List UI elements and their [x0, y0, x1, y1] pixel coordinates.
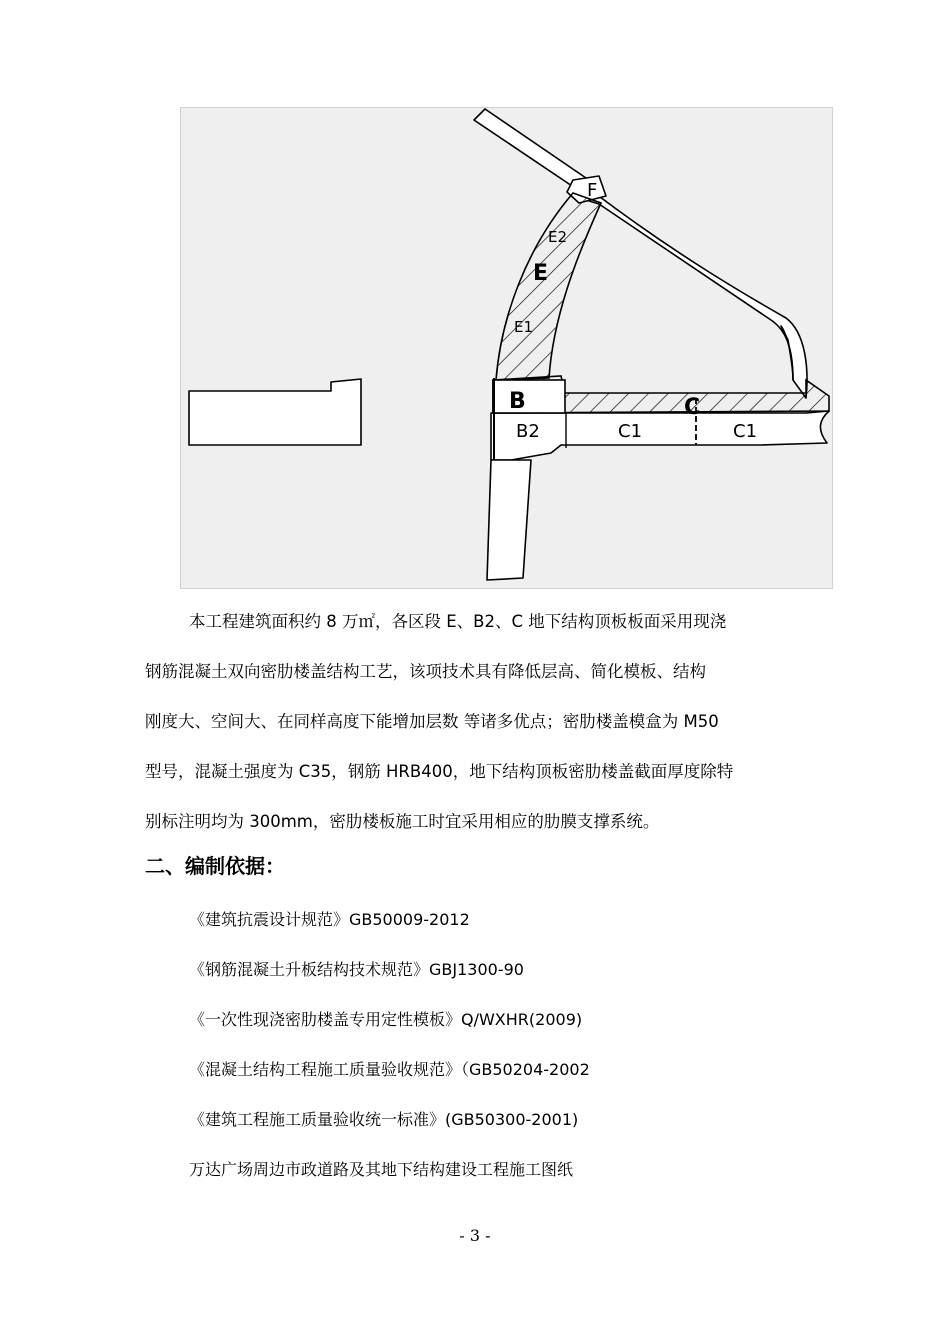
- paragraph-line: 别标注明均为 300mm，密肋楼板施工时宜采用相应的肋膜支撑系统。: [145, 812, 660, 831]
- paragraph-line: 型号，混凝土强度为 C35，钢筋 HRB400，地下结构顶板密肋楼盖截面厚度除特: [145, 762, 734, 781]
- label-c: C: [684, 395, 701, 420]
- label-b: B: [509, 389, 526, 414]
- label-f: F: [587, 180, 598, 201]
- reference-item: 《建筑工程施工质量验收统一标准》(GB50300-2001): [189, 1110, 579, 1129]
- paragraph-line: 钢筋混凝土双向密肋楼盖结构工艺，该项技术具有降低层高、简化模板、结构: [145, 662, 706, 681]
- label-c1-left: C1: [618, 421, 643, 442]
- label-e1: E1: [514, 318, 534, 336]
- reference-item: 《钢筋混凝土升板结构技术规范》GBJ1300-90: [189, 960, 524, 979]
- page-number: - 3 -: [459, 1226, 491, 1245]
- curved-road: [586, 184, 807, 398]
- site-plan-drawing: [181, 108, 834, 590]
- label-e: E: [533, 261, 549, 286]
- e-segment: [496, 193, 601, 380]
- paragraph-line: 本工程建筑面积约 8 万㎡，各区段 E、B2、C 地下结构顶板板面采用现浇: [189, 612, 727, 631]
- reference-item: 《建筑抗震设计规范》GB50009-2012: [189, 910, 470, 929]
- paragraph-line: 刚度大、空间大、在同样高度下能增加层数 等诸多优点；密肋楼盖模盒为 M50: [145, 712, 719, 731]
- label-b2: B2: [516, 421, 540, 442]
- c1-strip: [491, 411, 829, 460]
- left-block: [189, 379, 361, 445]
- lower-road: [487, 460, 531, 580]
- intro-paragraph: [145, 597, 810, 847]
- reference-item: 万达广场周边市政道路及其地下结构建设工程施工图纸: [189, 1160, 574, 1179]
- reference-item: 《一次性现浇密肋楼盖专用定性模板》Q/WXHR(2009): [189, 1010, 583, 1029]
- site-plan-figure: [180, 107, 833, 589]
- label-e2: E2: [548, 228, 568, 246]
- reference-list: [189, 895, 590, 1195]
- reference-item: 《混凝土结构工程施工质量验收规范》（GB50204-2002: [189, 1060, 590, 1079]
- section-heading: 二、编制依据：: [145, 854, 285, 878]
- diagonal-road: [474, 109, 586, 190]
- label-c1-right: C1: [733, 421, 758, 442]
